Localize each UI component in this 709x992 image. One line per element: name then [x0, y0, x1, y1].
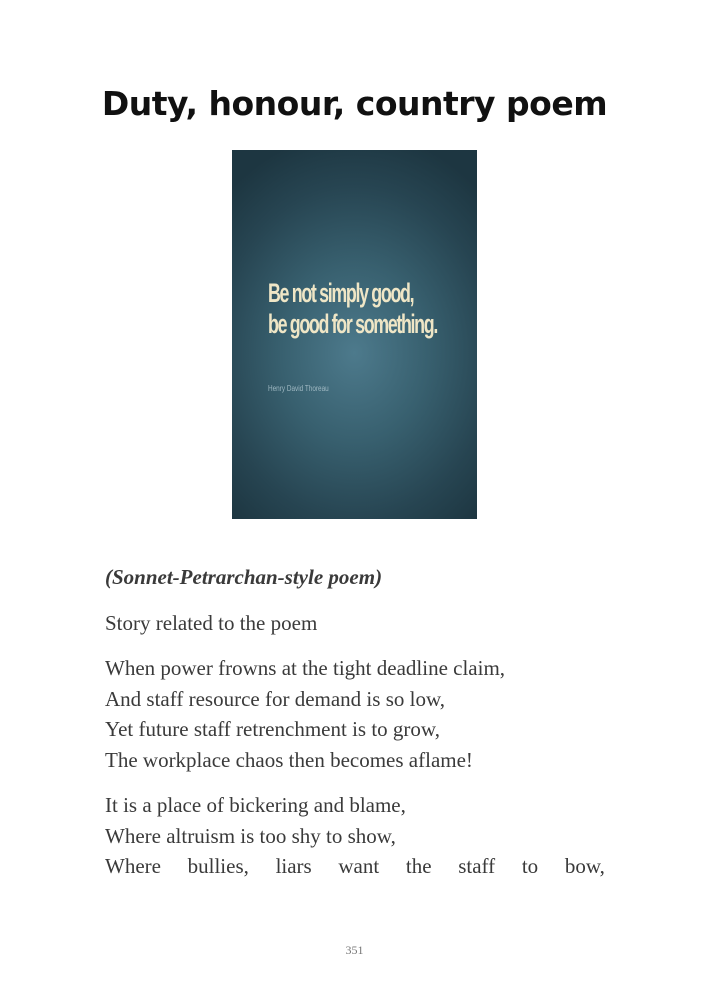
stanza [105, 790, 605, 882]
stanza [105, 653, 605, 775]
poster-author: Henry David Thoreau [268, 384, 329, 393]
poem-subtitle: (Sonnet-Petrarchan-style poem) [105, 565, 383, 589]
quote-poster-image [232, 150, 477, 519]
poem-line: Yet future staff retrenchment is to grow, [105, 717, 440, 741]
poem-line-justified [105, 851, 605, 882]
word: want [338, 854, 380, 878]
word: liars [275, 854, 312, 878]
poster-quote-line: be good for something. [268, 309, 437, 339]
word: staff [458, 854, 496, 878]
word: bow, [564, 854, 605, 878]
page-number: 351 [345, 943, 364, 957]
word: to [521, 854, 539, 878]
poster-quote-line: Be not simply good, [268, 278, 414, 308]
poem-line: And staff resource for demand is so low, [105, 686, 445, 711]
poem-content [105, 562, 605, 882]
page-title: Duty, honour, country poem [101, 84, 608, 123]
story-heading: Story related to the poem [105, 611, 318, 635]
word: bullies, [187, 854, 249, 878]
poem-line: The workplace chaos then becomes aflame! [105, 747, 473, 772]
poem-line: When power frowns at the tight deadline claim, [105, 656, 506, 680]
word: Where [105, 854, 161, 878]
poem-line: Where altruism is too shy to show, [105, 823, 396, 848]
word: the [405, 854, 432, 878]
poster-quote [268, 278, 437, 340]
poem-line: It is a place of bickering and blame, [105, 793, 406, 817]
